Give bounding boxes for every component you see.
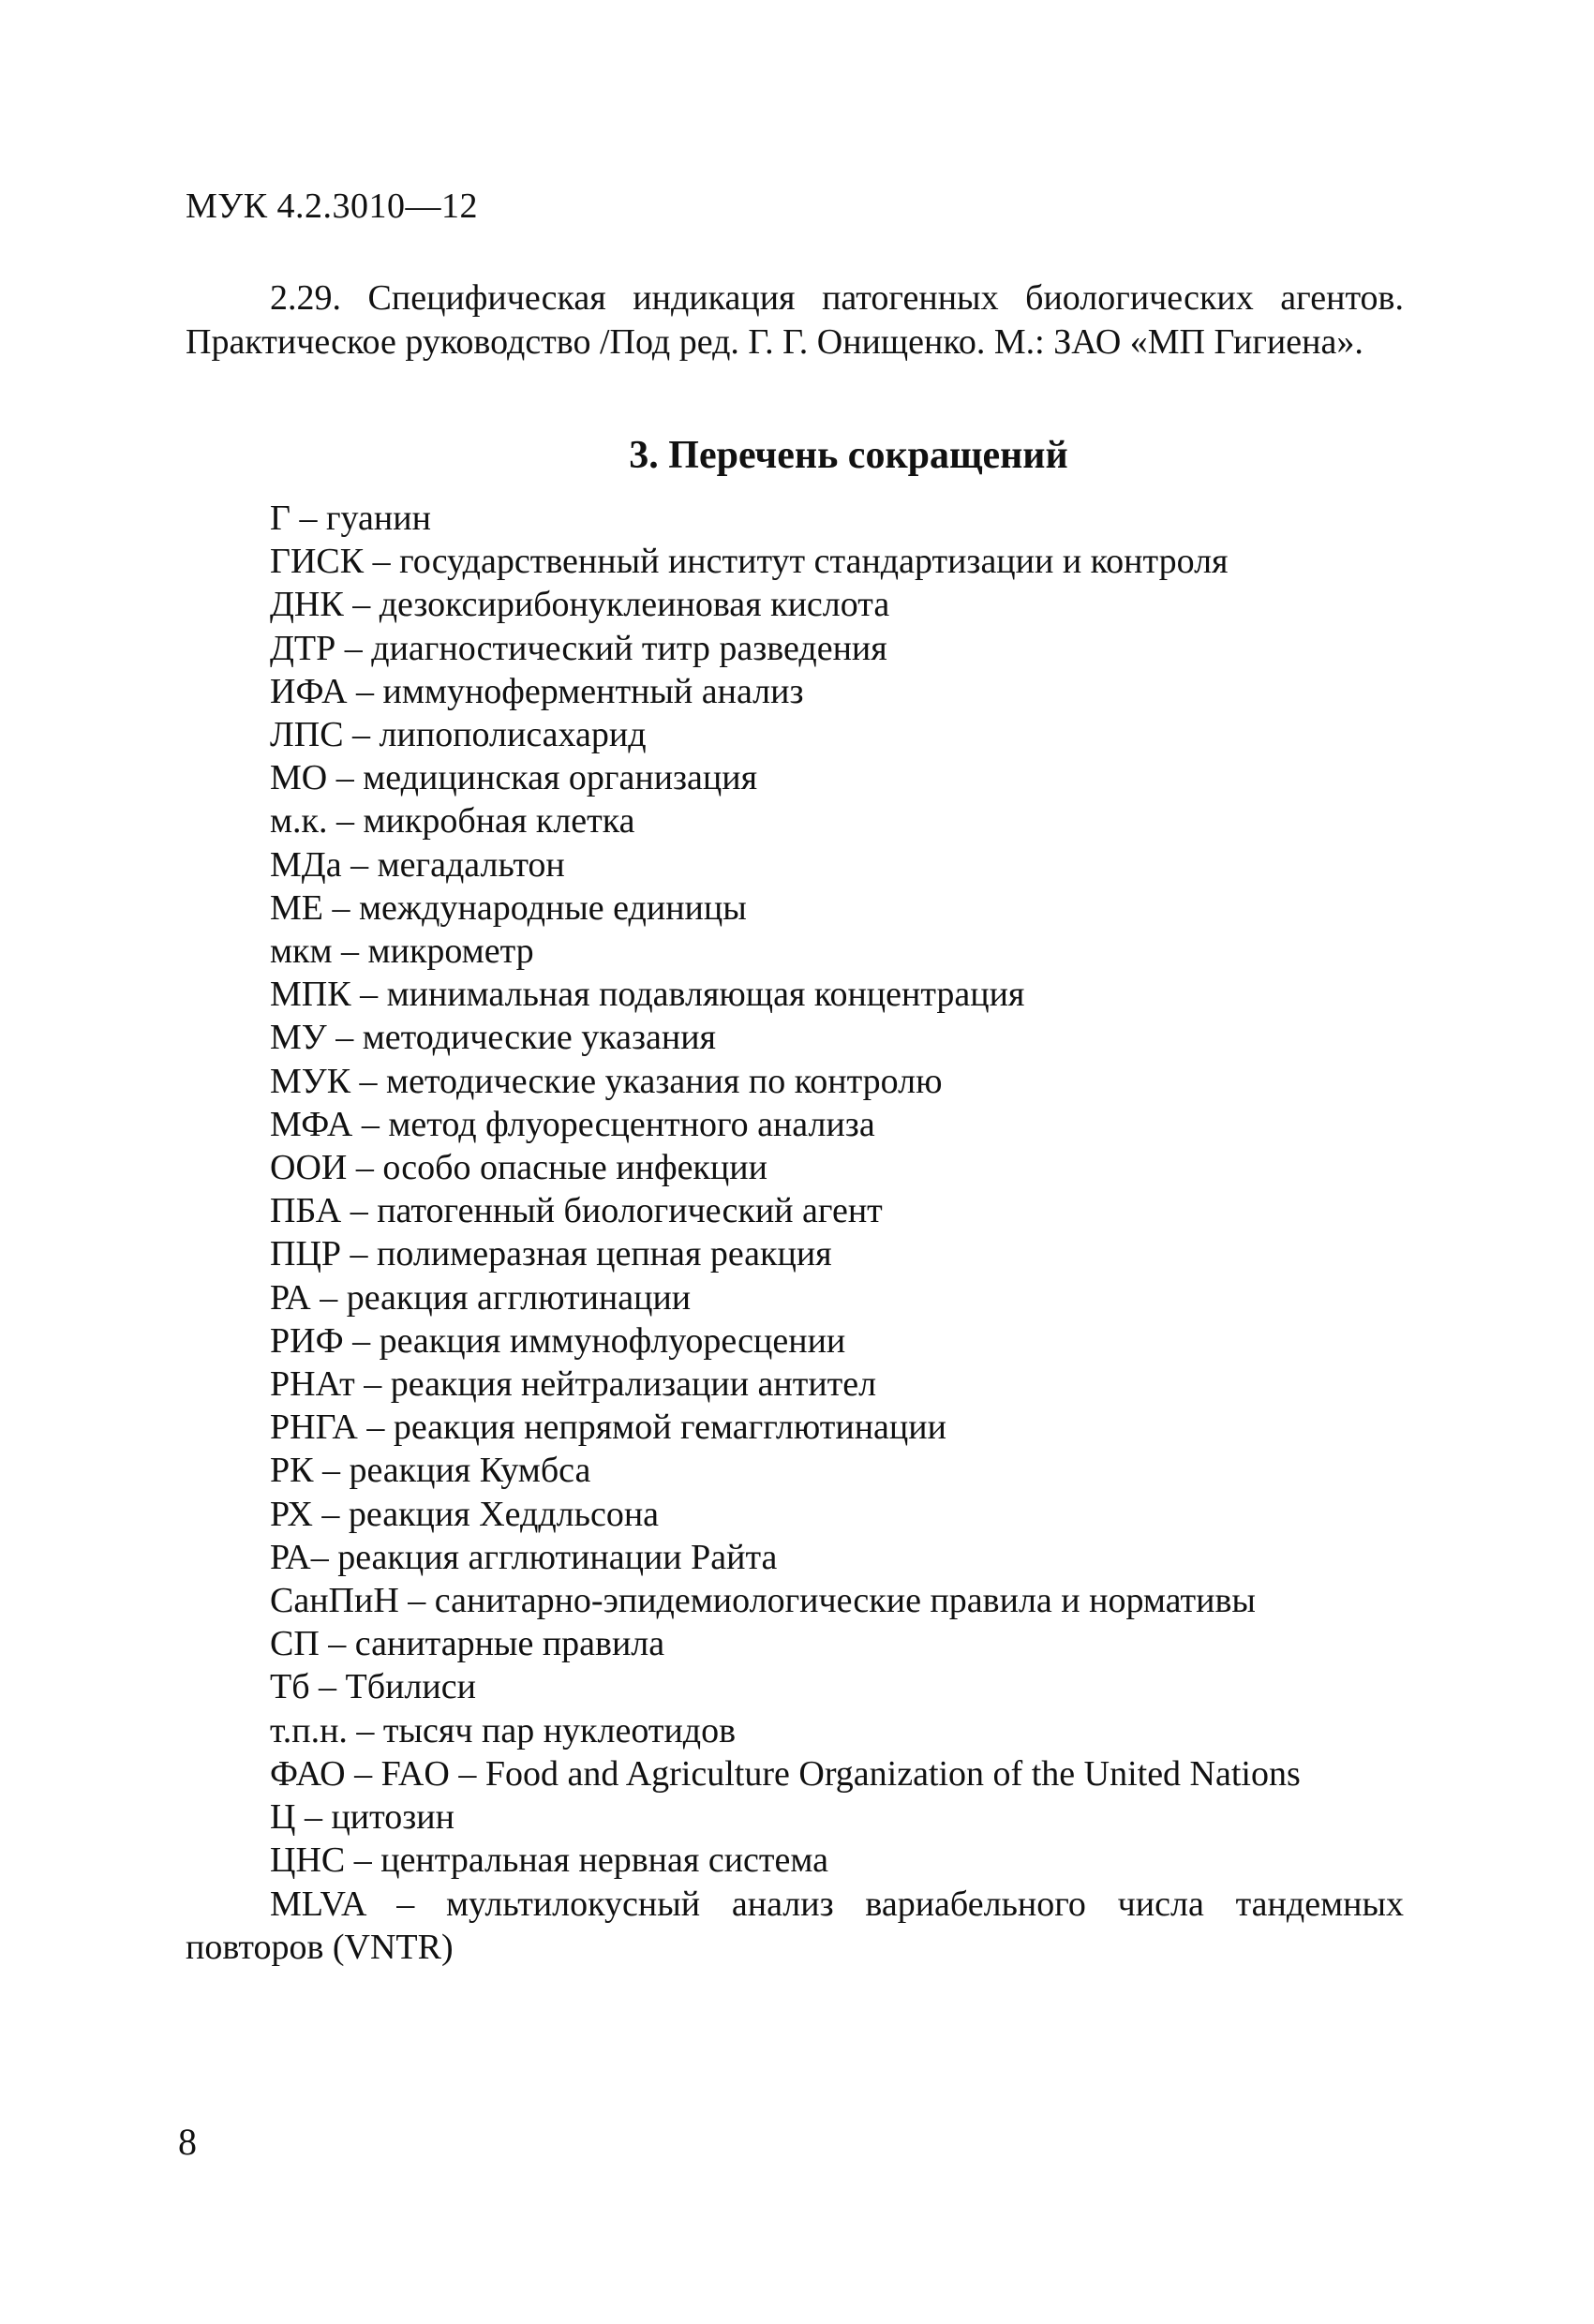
abbreviation-item: Ц – цитозин (270, 1797, 454, 1838)
abbreviation-item: МПК – минимальная подавляющая концентрация (270, 975, 1025, 1015)
abbreviation-item: Г – гуанин (270, 499, 431, 538)
abbreviation-item: Тб – Тбилиси (270, 1667, 476, 1707)
abbreviation-item: РНАт – реакция нейтрализации антител (270, 1364, 877, 1405)
abbreviation-item: ПЦР – полимеразная цепная реакция (270, 1234, 832, 1274)
abbreviation-item: мкм – микрометр (270, 931, 534, 972)
abbreviation-item: РК – реакция Кумбса (270, 1451, 591, 1491)
abbreviation-item: ИФА – иммуноферментный анализ (270, 671, 804, 711)
abbreviation-item: СанПиН – санитарно-эпидемиологические правила и нормативы (270, 1581, 1256, 1621)
abbreviation-item: МЕ – международные единицы (270, 887, 747, 928)
abbreviation-item: м.к. – микробная клетка (270, 801, 635, 842)
abbreviation-item: МУК – методические указания по контролю (270, 1061, 943, 1101)
abbreviation-item: ПБА – патогенный биологический агент (270, 1191, 883, 1231)
abbreviation-item: МУ – методические указания (270, 1018, 717, 1058)
abbreviation-item: МДа – мегадальтон (270, 844, 565, 885)
abbreviations-list (186, 497, 1404, 1969)
abbreviation-item: ЦНС – центральная нервная система (270, 1840, 829, 1881)
abbreviation-item: ООИ – особо опасные инфекции (270, 1148, 767, 1188)
abbreviation-item: РИФ – реакция иммунофлуоресцении (270, 1320, 846, 1361)
abbreviation-item: ДТР – диагностический титр разведения (270, 628, 887, 668)
abbreviation-item: ЛПС – липополисахарид (270, 715, 647, 755)
abbreviation-item: РНГА – реакция непрямой гемагглютинации (270, 1408, 946, 1448)
abbreviation-item: т.п.н. – тысяч пар нуклеотидов (270, 1710, 737, 1750)
abbreviation-item: МФА – метод флуоресцентного анализа (270, 1104, 875, 1144)
abbreviation-item: ДНК – дезоксирибонуклеиновая кислота (270, 585, 890, 625)
page-number: 8 (178, 2121, 197, 2163)
abbreviation-item: ГИСК – государственный институт стандартизации и контроля (270, 542, 1229, 582)
abbreviation-item: ФАО – FAO – Food and Agriculture Organization of the United Nations (270, 1753, 1301, 1794)
abbreviation-item: РХ – реакция Хеддльсона (270, 1494, 660, 1534)
document-code-header: МУК 4.2.3010—12 (186, 186, 479, 226)
abbreviation-item: МО – медицинская организация (270, 758, 758, 798)
abbreviation-item: РА– реакция агглютинации Райта (270, 1537, 778, 1577)
abbreviation-item: РА – реакция агглютинации (270, 1277, 692, 1318)
reference-item-2-29: 2.29. Специфическая индикация патогенных биологических агентов. Практическое руководство /Под ред. Г. Г. Онищенко. М.: ЗАО «МП Гигиена». (186, 278, 1404, 362)
abbreviation-item: MLVA – мультилокусный анализ вариабельного числа тандемных повторов (VNTR) (186, 1884, 1404, 1967)
abbreviation-item: СП – санитарные правила (270, 1624, 665, 1664)
section-title: 3. Перечень сокращений (629, 434, 1068, 477)
